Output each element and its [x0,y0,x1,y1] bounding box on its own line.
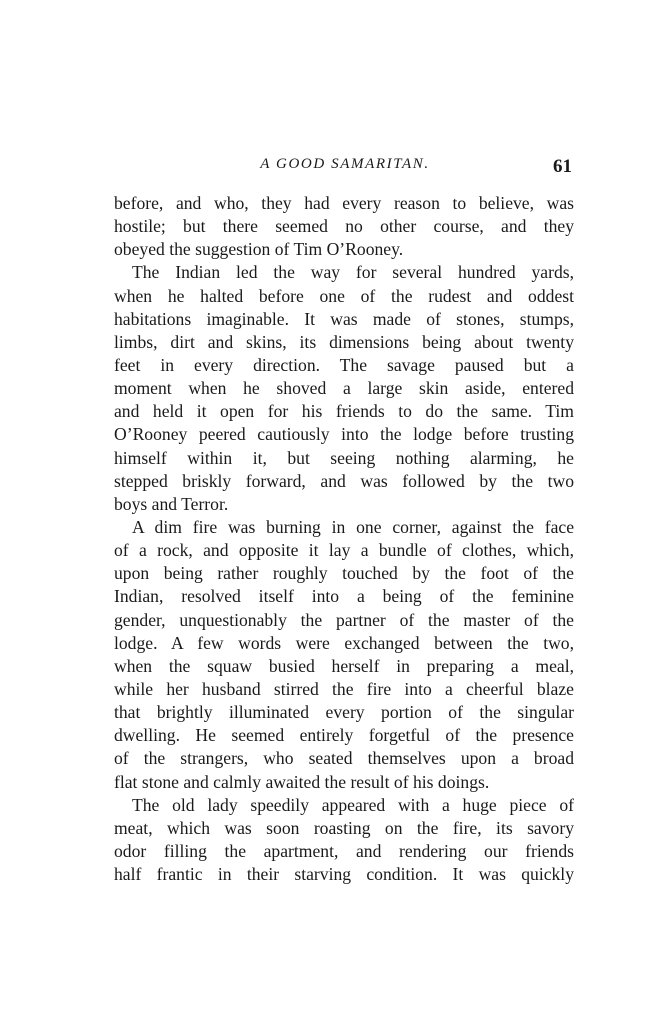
text-line: and held it open for his friends to do the same. Tim [114,401,574,422]
text-line: when the squaw busied herself in preparing a meal, [114,655,574,676]
text-line: while her husband stirred the fire into a cheerful blaze [114,678,574,699]
text-line: dwelling. He seemed entirely forgetful of the presence [114,725,574,746]
text-line: when he halted before one of the rudest and oddest [114,285,574,306]
text-line: moment when he shoved a large skin aside, entered [114,378,574,399]
text-line: meat, which was soon roasting on the fire, its savory [114,817,574,838]
text-line: obeyed the suggestion of Tim O’Rooney. [114,239,404,260]
running-title: A GOOD SAMARITAN. [260,156,430,172]
text-line: before, and who, they had every reason to believe, was [114,193,574,213]
text-line: upon being rather roughly touched by the foot of the [114,563,574,584]
text-line: feet in every direction. The savage paused but a [114,354,574,375]
body-text [114,192,574,886]
text-line: The Indian led the way for several hundred yards, [132,262,574,283]
text-line: O’Rooney peered cautiously into the lodge before trusting [114,424,574,445]
text-line: gender, unquestionably the partner of the master of the [114,609,574,630]
text-line: odor filling the apartment, and rendering our friends [114,840,574,861]
text-line: The old lady speedily appeared with a huge piece of [132,794,574,815]
text-line: boys and Terror. [114,493,229,514]
text-line: limbs, dirt and skins, its dimensions being about twenty [114,331,574,352]
text-line: habitations imaginable. It was made of stones, stumps, [114,308,574,329]
text-line: that brightly illuminated every portion of the singular [114,702,574,723]
running-head [116,156,574,180]
text-line: flat stone and calmly awaited the result of his doings. [114,771,490,792]
text-line: A dim fire was burning in one corner, against the face [132,516,574,537]
text-line: himself within it, but seeing nothing alarming, he [114,447,574,468]
text-line: of a rock, and opposite it lay a bundle of clothes, which, [114,540,574,561]
text-line: lodge. A few words were exchanged between the two, [114,632,574,653]
text-line: stepped briskly forward, and was followed by the two [114,470,574,491]
text-line: half frantic in their starving condition. It was quickly [114,864,574,885]
page-number: 61 [553,156,572,177]
text-line: Indian, resolved itself into a being of the feminine [114,586,574,607]
text-line: of the strangers, who seated themselves upon a broad [114,748,574,769]
text-line: hostile; but there seemed no other course, and they [114,216,574,237]
